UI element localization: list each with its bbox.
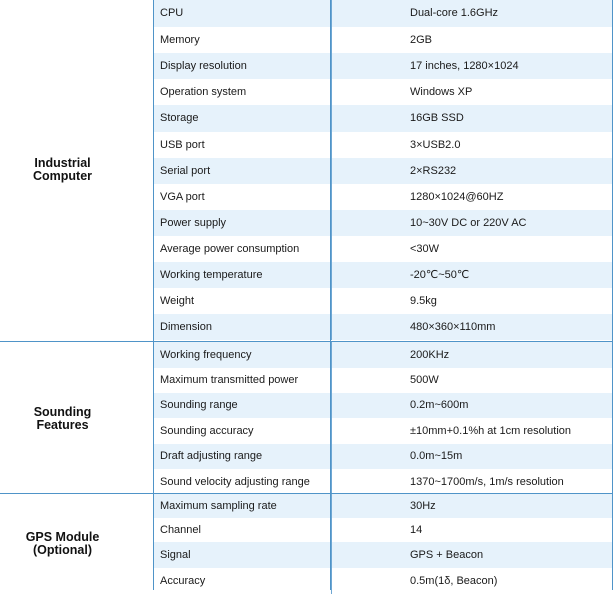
spec-value: 2GB bbox=[410, 33, 433, 46]
spec-label: Working frequency bbox=[153, 342, 332, 368]
spec-value: 2×RS232 bbox=[410, 164, 457, 177]
spec-value: Dual-core 1.6GHz bbox=[410, 7, 499, 19]
spec-value: 1370~1700m/s, 1m/s resolution bbox=[410, 475, 564, 488]
spec-value: 9.5kg bbox=[410, 294, 437, 307]
group-separator bbox=[0, 493, 613, 494]
spec-label: Power supply bbox=[153, 210, 332, 236]
spec-row bbox=[153, 568, 613, 594]
spec-label: Maximum transmitted power bbox=[153, 368, 332, 393]
spec-value: 16GB SSD bbox=[410, 112, 464, 124]
spec-value: 10~30V DC or 220V AC bbox=[410, 216, 527, 229]
spec-label: Sounding accuracy bbox=[153, 418, 332, 444]
spec-row bbox=[153, 418, 613, 444]
spec-row bbox=[153, 105, 613, 132]
group-title-line: Features bbox=[36, 417, 89, 432]
group-title-line: Industrial bbox=[34, 156, 91, 170]
spec-value: 0.5m(1δ, Beacon) bbox=[410, 574, 498, 587]
spec-label: Sounding range bbox=[153, 393, 332, 418]
spec-label: Average power consumption bbox=[153, 236, 332, 262]
spec-row bbox=[153, 79, 613, 105]
spec-label: Sound velocity adjusting range bbox=[153, 469, 332, 495]
spec-value: 0.0m~15m bbox=[410, 450, 463, 462]
spec-label: Display resolution bbox=[153, 53, 332, 79]
spec-value: <30W bbox=[410, 242, 440, 255]
spec-value: 1280×1024@60HZ bbox=[410, 190, 504, 203]
spec-row bbox=[153, 314, 613, 340]
spec-row bbox=[153, 0, 613, 27]
group-title bbox=[0, 494, 125, 594]
spec-label: Accuracy bbox=[153, 568, 332, 594]
spec-row bbox=[153, 210, 613, 236]
group-title-text bbox=[26, 531, 100, 557]
spec-label: CPU bbox=[153, 0, 332, 27]
spec-row bbox=[153, 53, 613, 79]
spec-label: Storage bbox=[153, 105, 332, 132]
spec-row bbox=[153, 494, 613, 518]
spec-row bbox=[153, 288, 613, 314]
spec-label: USB port bbox=[153, 132, 332, 158]
spec-row bbox=[153, 342, 613, 368]
spec-value: 0.2m~600m bbox=[410, 399, 469, 411]
spec-label: Operation system bbox=[153, 79, 332, 105]
spec-row bbox=[153, 27, 613, 53]
spec-label: Weight bbox=[153, 288, 332, 314]
spec-label: VGA port bbox=[153, 184, 332, 210]
spec-label: Draft adjusting range bbox=[153, 444, 332, 469]
column-divider bbox=[330, 0, 331, 590]
spec-value: 480×360×110mm bbox=[410, 320, 496, 333]
spec-value: 17 inches, 1280×1024 bbox=[410, 59, 519, 72]
spec-value: ±10mm+0.1%h at 1cm resolution bbox=[410, 424, 572, 437]
spec-label: Channel bbox=[153, 518, 332, 542]
column-divider bbox=[153, 0, 154, 590]
spec-row bbox=[153, 184, 613, 210]
group-title-text bbox=[34, 406, 92, 432]
group-title-line: (Optional) bbox=[32, 543, 92, 557]
spec-value: 3×USB2.0 bbox=[410, 138, 461, 151]
spec-label: Memory bbox=[153, 27, 332, 53]
spec-row bbox=[153, 132, 613, 158]
spec-row bbox=[153, 393, 613, 418]
spec-label: Maximum sampling rate bbox=[153, 494, 332, 518]
group-separator bbox=[0, 341, 613, 342]
spec-label: Working temperature bbox=[153, 262, 332, 288]
spec-row bbox=[153, 262, 613, 288]
spec-row bbox=[153, 542, 613, 568]
group-title bbox=[0, 0, 125, 340]
spec-row bbox=[153, 368, 613, 393]
spec-row bbox=[153, 444, 613, 469]
spec-value: 500W bbox=[410, 374, 439, 386]
spec-group bbox=[0, 494, 613, 594]
spec-value: Windows XP bbox=[410, 85, 473, 98]
spec-label: Serial port bbox=[153, 158, 332, 184]
group-title-line: Sounding bbox=[33, 404, 92, 419]
spec-label: Dimension bbox=[153, 314, 332, 340]
spec-value: 200KHz bbox=[410, 348, 450, 361]
spec-row bbox=[153, 518, 613, 542]
spec-label: Signal bbox=[153, 542, 332, 568]
group-title-text bbox=[33, 157, 92, 183]
spec-value: 30Hz bbox=[410, 499, 436, 512]
spec-row bbox=[153, 469, 613, 495]
spec-row bbox=[153, 158, 613, 184]
spec-group bbox=[0, 342, 613, 495]
group-title bbox=[0, 342, 125, 495]
group-title-line: GPS Module bbox=[25, 530, 100, 544]
spec-value: 14 bbox=[410, 523, 423, 536]
spec-value: GPS + Beacon bbox=[410, 548, 484, 561]
spec-row bbox=[153, 236, 613, 262]
group-title-line: Computer bbox=[32, 169, 93, 183]
spec-value: -20℃~50℃ bbox=[410, 268, 470, 281]
